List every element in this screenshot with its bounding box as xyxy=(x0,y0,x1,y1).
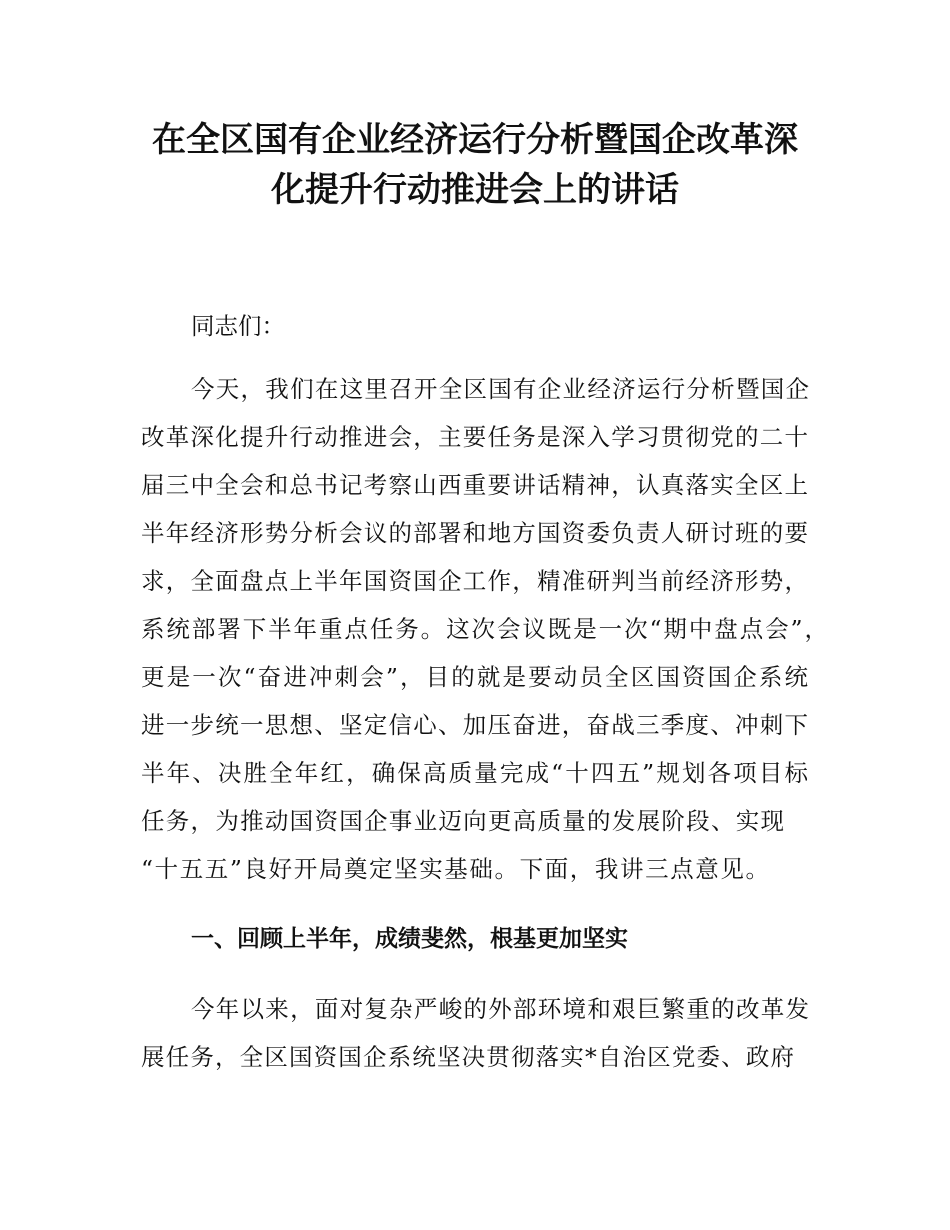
document-title-line-1: 在全区国有企业经济运行分析暨国企改革深 xyxy=(152,120,798,160)
paragraph-1-line-1: 今天，我们在这里召开全区国有企业经济运行分析暨国企 xyxy=(191,375,809,403)
paragraph-1-line-10: 任务，为推动国资国企事业迈向更高质量的发展阶段、实现 xyxy=(141,807,784,835)
paragraph-1-line-5: 求，全面盘点上半年国资国企工作，精准研判当前经济形势， xyxy=(141,567,808,595)
salutation: 同志们： xyxy=(191,312,285,340)
paragraph-1-line-3: 届三中全会和总书记考察山西重要讲话精神，认真落实全区上 xyxy=(141,471,808,499)
paragraph-1-line-9: 半年、决胜全年红，确保高质量完成“十四五”规划各项目标 xyxy=(141,759,808,787)
paragraph-1-line-6: 系统部署下半年重点任务。这次会议既是一次“期中盘点会”， xyxy=(141,615,828,643)
paragraph-2-line-2: 展任务，全区国资国企系统坚决贯彻落实*自治区党委、政府 xyxy=(141,1043,794,1071)
paragraph-1-line-4: 半年经济形势分析会议的部署和地方国资委负责人研讨班的要 xyxy=(141,519,808,547)
paragraph-1-line-8: 进一步统一思想、坚定信心、加压奋进，奋战三季度、冲刺下 xyxy=(141,711,808,739)
document-title-line-2: 化提升行动推进会上的讲话 xyxy=(271,170,679,210)
paragraph-1-line-2: 改革深化提升行动推进会，主要任务是深入学习贯彻党的二十 xyxy=(141,423,808,451)
paragraph-1-line-11: “十五五”良好开局奠定坚实基础。下面，我讲三点意见。 xyxy=(141,855,769,883)
section-1-heading: 一、回顾上半年，成绩斐然，根基更加坚实 xyxy=(191,926,628,952)
paragraph-1-line-7: 更是一次“奋进冲刺会”，目的就是要动员全区国资国企系统 xyxy=(141,663,808,691)
paragraph-2-line-1: 今年以来，面对复杂严峻的外部环境和艰巨繁重的改革发 xyxy=(191,995,809,1023)
